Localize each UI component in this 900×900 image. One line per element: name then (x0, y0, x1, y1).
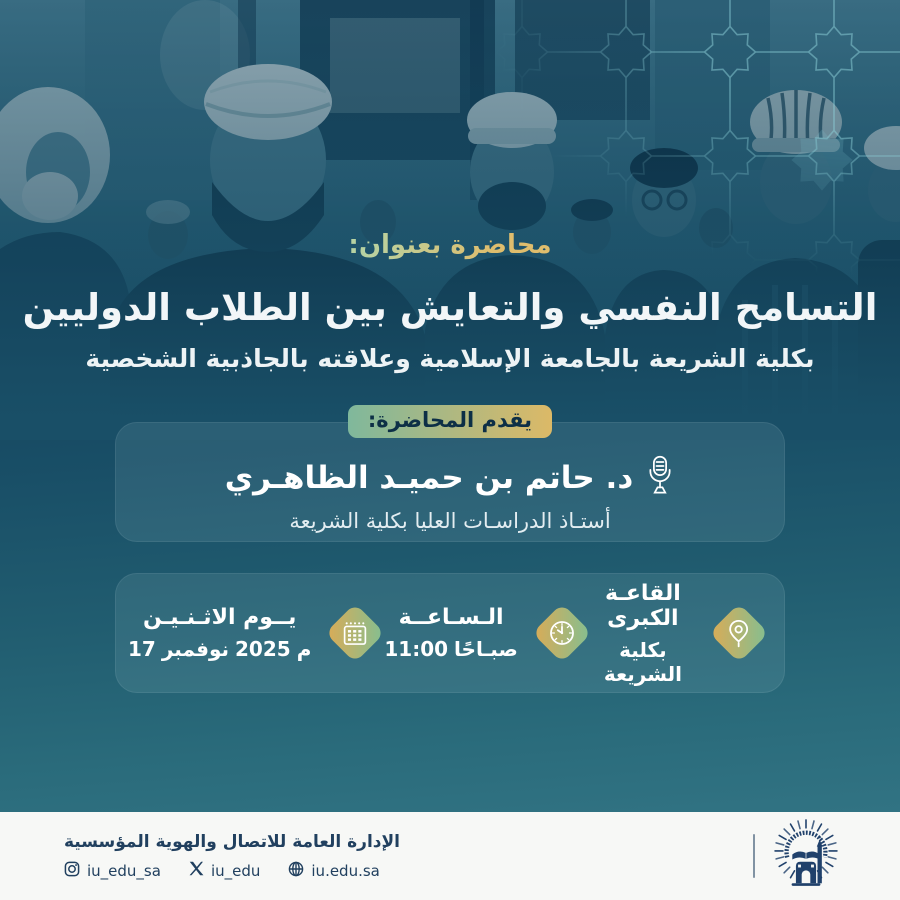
speaker-card (115, 422, 785, 542)
speaker-name: د. حاتم بن حميـد الظاهـري (224, 460, 634, 496)
location-pin-icon (709, 603, 768, 662)
footer-divider (753, 834, 755, 878)
footer (0, 812, 900, 900)
department-title: الإدارة العامة للاتصال والهوية المؤسسية (64, 831, 400, 852)
speaker-role: أستـاذ الدراسـات العليا بكلية الشريعة (289, 509, 611, 533)
globe-icon (288, 861, 304, 881)
social-website[interactable] (288, 861, 379, 881)
microphone-icon (645, 455, 675, 501)
instagram-handle: iu_edu_sa (87, 861, 161, 880)
time-value: 11:00 صبـاحًا (384, 637, 518, 661)
clock-icon (532, 603, 591, 662)
social-row (64, 861, 380, 881)
event-info-card (115, 573, 785, 693)
time-label: الـسـاعــة (398, 605, 504, 630)
location-name: القاعـة الكبرى (605, 580, 681, 631)
calendar-icon (326, 603, 385, 662)
islamic-star-pattern (470, 0, 900, 330)
info-item-time (384, 605, 590, 661)
date-day: يــوم الاثـنـيـن (142, 605, 297, 630)
instagram-icon (64, 861, 80, 881)
website-url: iu.edu.sa (311, 861, 380, 880)
lecture-title: التسامح النفسي والتعايش بين الطلاب الدوليين (22, 286, 878, 329)
date-value: 17 نوفمبر 2025 م (128, 637, 312, 661)
islamic-university-logo (770, 817, 842, 896)
kicker: محاضرة بعنوان: (348, 230, 552, 260)
presenter-badge: يقدم المحاضرة: (348, 405, 552, 438)
location-detail: بكلية الشريعة (603, 637, 682, 686)
x-handle: iu_edu (210, 861, 261, 880)
social-x[interactable] (189, 861, 260, 880)
info-item-date (128, 605, 384, 661)
x-icon (189, 861, 204, 880)
social-instagram[interactable] (64, 861, 161, 881)
lecture-subtitle: بكلية الشريعة بالجامعة الإسلامية وعلاقته بالجاذبية الشخصية (85, 344, 815, 373)
info-item-location (591, 581, 768, 686)
